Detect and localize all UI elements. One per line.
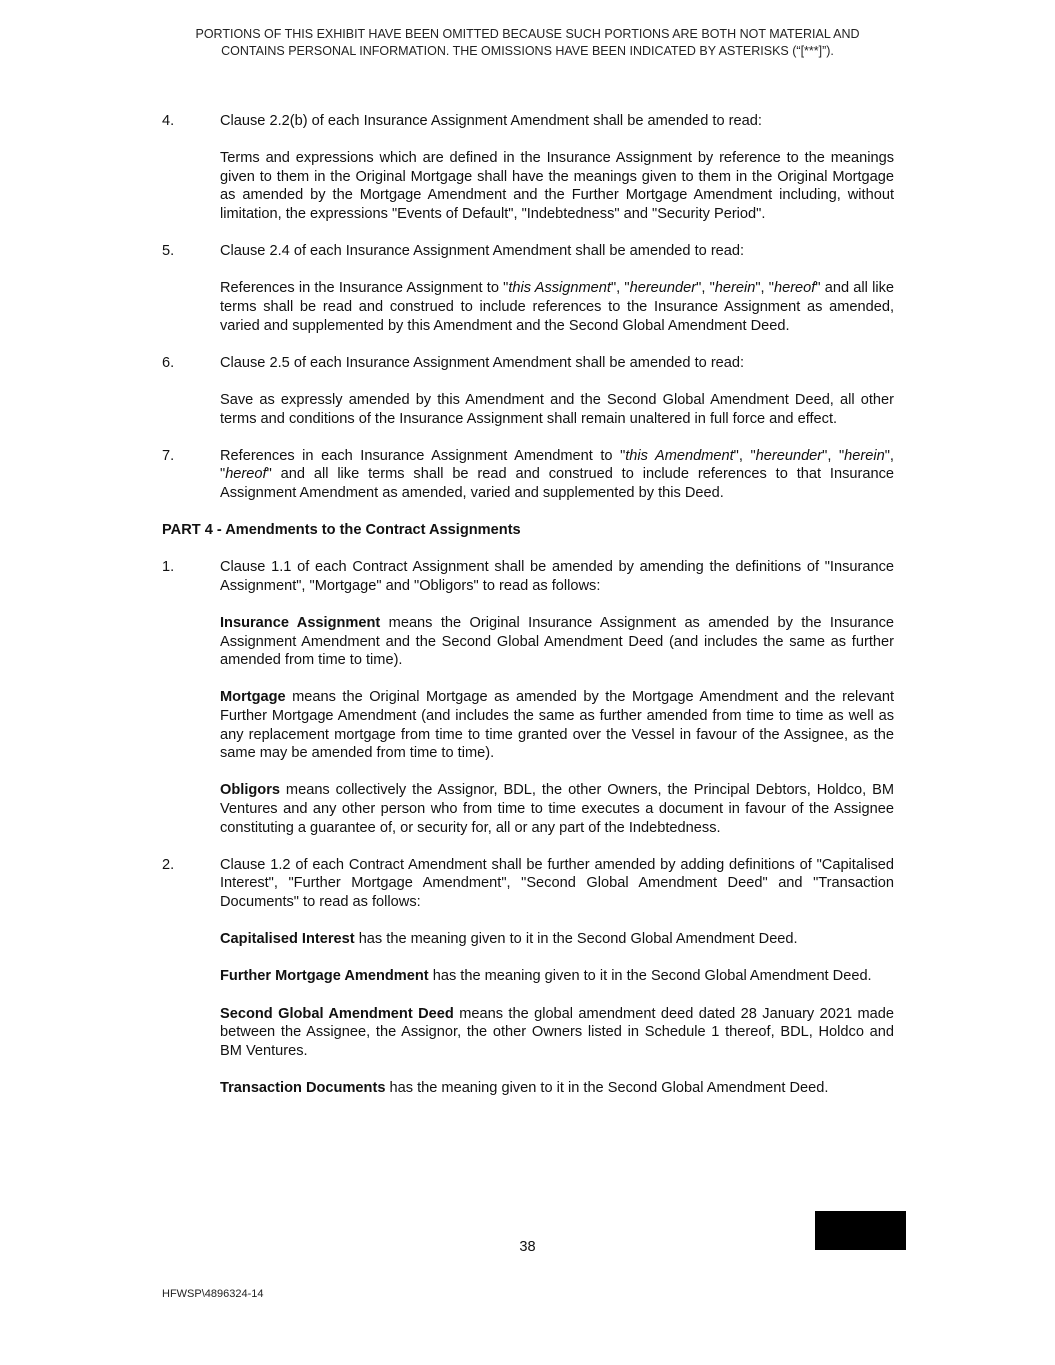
item-lead: Clause 2.5 of each Insurance Assignment Amendment shall be amended to read: — [220, 354, 745, 371]
clause-item-4 — [162, 112, 894, 224]
definition-second-global-amendment-deed: Second Global Amendment Deed means the global amendment deed dated 28 January 2021 made between the Assignee, the Assignor, the other Owners listed in Schedule 1 thereof, BDL, Holdco and BM Ventures. — [220, 1005, 894, 1059]
item-number: 5. — [162, 243, 175, 260]
part-4-heading: PART 4 - Amendments to the Contract Assignments — [162, 522, 521, 539]
quoted-clause: References in the Insurance Assignment to "this Assignment", "hereunder", "herein", "hereof" and all like terms shall be read and construed to include references to the Insurance Assignment as amended, varied and supplemented by this Amendment and the Second Global Amendment Deed. — [220, 280, 894, 334]
definition-mortgage: Mortgage means the Original Mortgage as amended by the Mortgage Amendment and the relevant Further Mortgage Amendment (and includes the same as further amended from time to time as well as any replacement mortgage from time to time granted over the Vessel in favour of the Assignee, as the same may be amended from time to time). — [220, 689, 894, 762]
item-text: References in each Insurance Assignment Amendment to "this Amendment", "hereunder", "herein", "hereof" and all like terms shall be read and construed to include references to that Insurance Assignment Amendment as amended, varied and supplemented by this Deed. — [220, 447, 894, 501]
item-lead: Clause 2.4 of each Insurance Assignment Amendment shall be amended to read: — [220, 243, 745, 260]
item-number: 2. — [162, 856, 175, 873]
definition-capitalised-interest: Capitalised Interest has the meaning given to it in the Second Global Amendment Deed. — [220, 931, 798, 948]
notice-line-1: PORTIONS OF THIS EXHIBIT HAVE BEEN OMITTED BECAUSE SUCH PORTIONS ARE BOTH NOT MATERIAL AND — [195, 27, 860, 41]
part4-item-2 — [162, 856, 894, 1098]
quoted-clause: Save as expressly amended by this Amendment and the Second Global Amendment Deed, all other terms and conditions of the Insurance Assignment shall remain unaltered in full force and effect. — [220, 391, 894, 427]
document-reference: HFWSP\4896324-14 — [162, 1288, 264, 1300]
redaction-block — [815, 1211, 906, 1250]
item-lead: Clause 1.1 of each Contract Assignment shall be amended by amending the definitions of "Insurance Assignment", "Mortgage" and "Obligors" to read as follows: — [220, 559, 894, 594]
clause-item-6 — [162, 354, 894, 428]
document-body — [162, 112, 894, 1116]
notice-line-2: CONTAINS PERSONAL INFORMATION. THE OMISSIONS HAVE BEEN INDICATED BY ASTERISKS (“[***]”). — [221, 44, 834, 58]
exhibit-omission-notice — [120, 26, 935, 60]
definition-further-mortgage-amendment: Further Mortgage Amendment has the meaning given to it in the Second Global Amendment Deed. — [220, 968, 872, 985]
item-number: 1. — [162, 559, 175, 576]
item-lead: Clause 1.2 of each Contract Amendment shall be further amended by adding definitions of "Capitalised Interest", "Further Mortgage Amendment", "Second Global Amendment Deed" and "Transaction Documents" to read as follows: — [220, 856, 894, 910]
item-lead: Clause 2.2(b) of each Insurance Assignment Amendment shall be amended to read: — [220, 113, 762, 129]
definition-transaction-documents: Transaction Documents has the meaning given to it in the Second Global Amendment Deed. — [220, 1079, 829, 1096]
definition-insurance-assignment: Insurance Assignment means the Original Insurance Assignment as amended by the Insurance Assignment Amendment and the Second Global Amendment Deed (and includes the same as further amended from time to time). — [220, 615, 894, 669]
item-number: 7. — [162, 447, 175, 464]
part4-item-1 — [162, 558, 894, 837]
item-number: 4. — [162, 113, 175, 129]
definition-obligors: Obligors means collectively the Assignor, BDL, the other Owners, the Principal Debtors, Holdco, BM Ventures and any other person who from time to time executes a document in favour of the Assignee constituting a guarantee of, or security for, all or any part of the Indebtedness. — [220, 782, 894, 836]
page-number: 38 — [519, 1239, 536, 1255]
clause-item-7 — [162, 447, 894, 503]
item-number: 6. — [162, 354, 175, 371]
quoted-clause: Terms and expressions which are defined in the Insurance Assignment by reference to the meanings given to them in the Original Mortgage shall have the meanings given to them in the Original Mortgage as amended by the Mortgage Amendment and the Further Mortgage Amendment including, without limitation, the expressions "Events of Default", "Indebtedness" and "Security Period". — [220, 150, 894, 222]
clause-item-5 — [162, 242, 894, 335]
